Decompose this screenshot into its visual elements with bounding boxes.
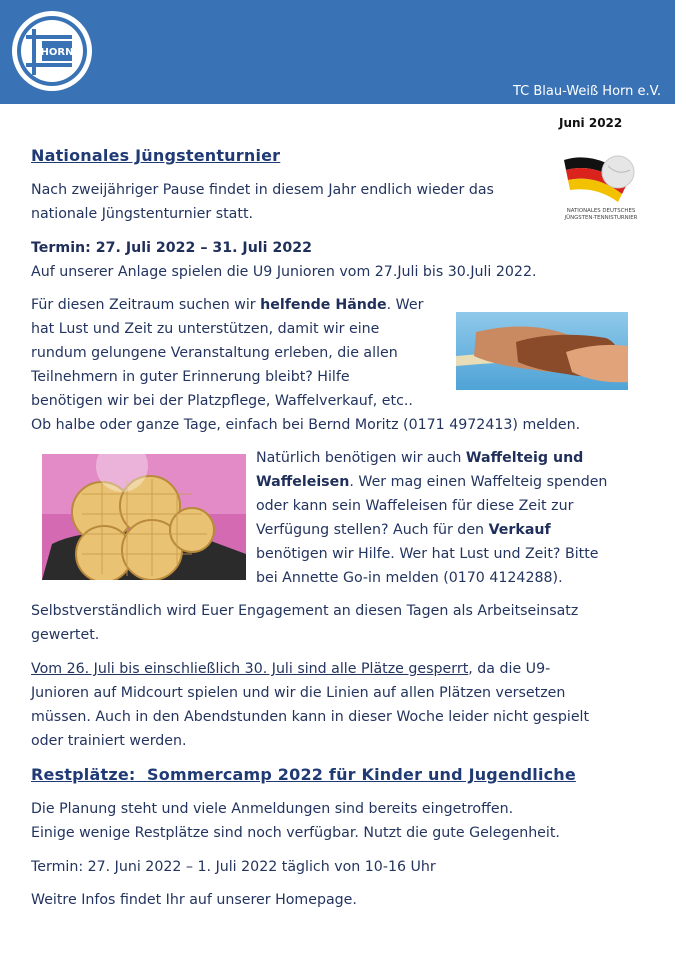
camp-line-2: Einige wenige Restplätze sind noch verfügbar. Nutzt die gute Gelegenheit. [31, 825, 560, 841]
help-line-4: Teilnehmern in guter Erinnerung bleibt? Hilfe [31, 369, 350, 385]
waffel-line-2: Waffeleisen. Wer mag einen Waffelteig spenden [256, 474, 608, 490]
club-name: TC Blau-Weiß Horn e.V. [512, 84, 661, 99]
termin-text: Auf unserer Anlage spielen die U9 Junioren vom 27.Juli bis 30.Juli 2022. [31, 264, 537, 280]
help-line-5: benötigen wir bei der Platzpflege, Waffelverkauf, etc.. [31, 393, 413, 409]
camp-info: Weitre Infos findet Ihr auf unserer Homepage. [31, 892, 357, 908]
helping-hands-photo [456, 312, 628, 390]
closed-line-3: müssen. Auch in den Abendstunden kann in dieser Woche leider nicht gespielt [31, 709, 590, 725]
camp-line-1: Die Planung steht und viele Anmeldungen sind bereits eingetroffen. [31, 801, 514, 817]
help-line-6: Ob halbe oder ganze Tage, einfach bei Bernd Moritz (0171 4972413) melden. [31, 417, 581, 433]
closed-line-4: oder trainiert werden. [31, 733, 187, 749]
help-line-1: Für diesen Zeitraum suchen wir helfende Hände. Wer [31, 297, 424, 313]
club-logo [10, 9, 94, 93]
termin-heading: Termin: 27. Juli 2022 – 31. Juli 2022 [31, 240, 312, 256]
issue-date: Juni 2022 [559, 116, 623, 130]
closed-line-1: Vom 26. Juli bis einschließlich 30. Juli sind alle Plätze gesperrt, da die U9- [31, 661, 551, 677]
help-line-2: hat Lust und Zeit zu unterstützen, damit wir eine [31, 321, 380, 337]
camp-termin: Termin: 27. Juni 2022 – 1. Juli 2022 täglich von 10-16 Uhr [31, 859, 436, 875]
waffel-line-1: Natürlich benötigen wir auch Waffelteig und [256, 450, 584, 466]
help-line-3: rundum gelungene Veranstaltung erleben, die allen [31, 345, 398, 361]
svg-text:JÜNGSTEN-TENNISTURNIER: JÜNGSTEN-TENNISTURNIER [564, 215, 638, 221]
section2-title: Restplätze: Sommercamp 2022 für Kinder und Jugendliche [31, 765, 576, 784]
juengstenturnier-logo [556, 148, 646, 226]
section1-title: Nationales Jüngstenturnier [31, 146, 281, 165]
waffel-line-4: Verfügung stellen? Auch für den Verkauf [256, 522, 551, 538]
waffle-photo [42, 454, 246, 580]
svg-text:NATIONALES DEUTSCHES: NATIONALES DEUTSCHES [566, 208, 636, 214]
closed-line-2: Junioren auf Midcourt spielen und wir die Linien auf allen Plätzen versetzen [31, 685, 566, 701]
waffel-line-3: oder kann sein Waffeleisen für diese Zeit zur [256, 498, 574, 514]
header-banner [0, 0, 675, 104]
waffel-line-6: bei Annette Go-in melden (0170 4124288). [256, 570, 563, 586]
intro-line-1: Nach zweijähriger Pause findet in diesem Jahr endlich wieder das [31, 182, 494, 198]
waffel-line-5: benötigen wir Hilfe. Wer hat Lust und Zeit? Bitte [256, 546, 599, 562]
arbeit-line-1: Selbstverständlich wird Euer Engagement an diesen Tagen als Arbeitseinsatz [31, 603, 579, 619]
intro-line-2: nationale Jüngstenturnier statt. [31, 206, 254, 222]
arbeit-line-2: gewertet. [31, 627, 100, 643]
svg-text:HORN: HORN [40, 47, 74, 58]
